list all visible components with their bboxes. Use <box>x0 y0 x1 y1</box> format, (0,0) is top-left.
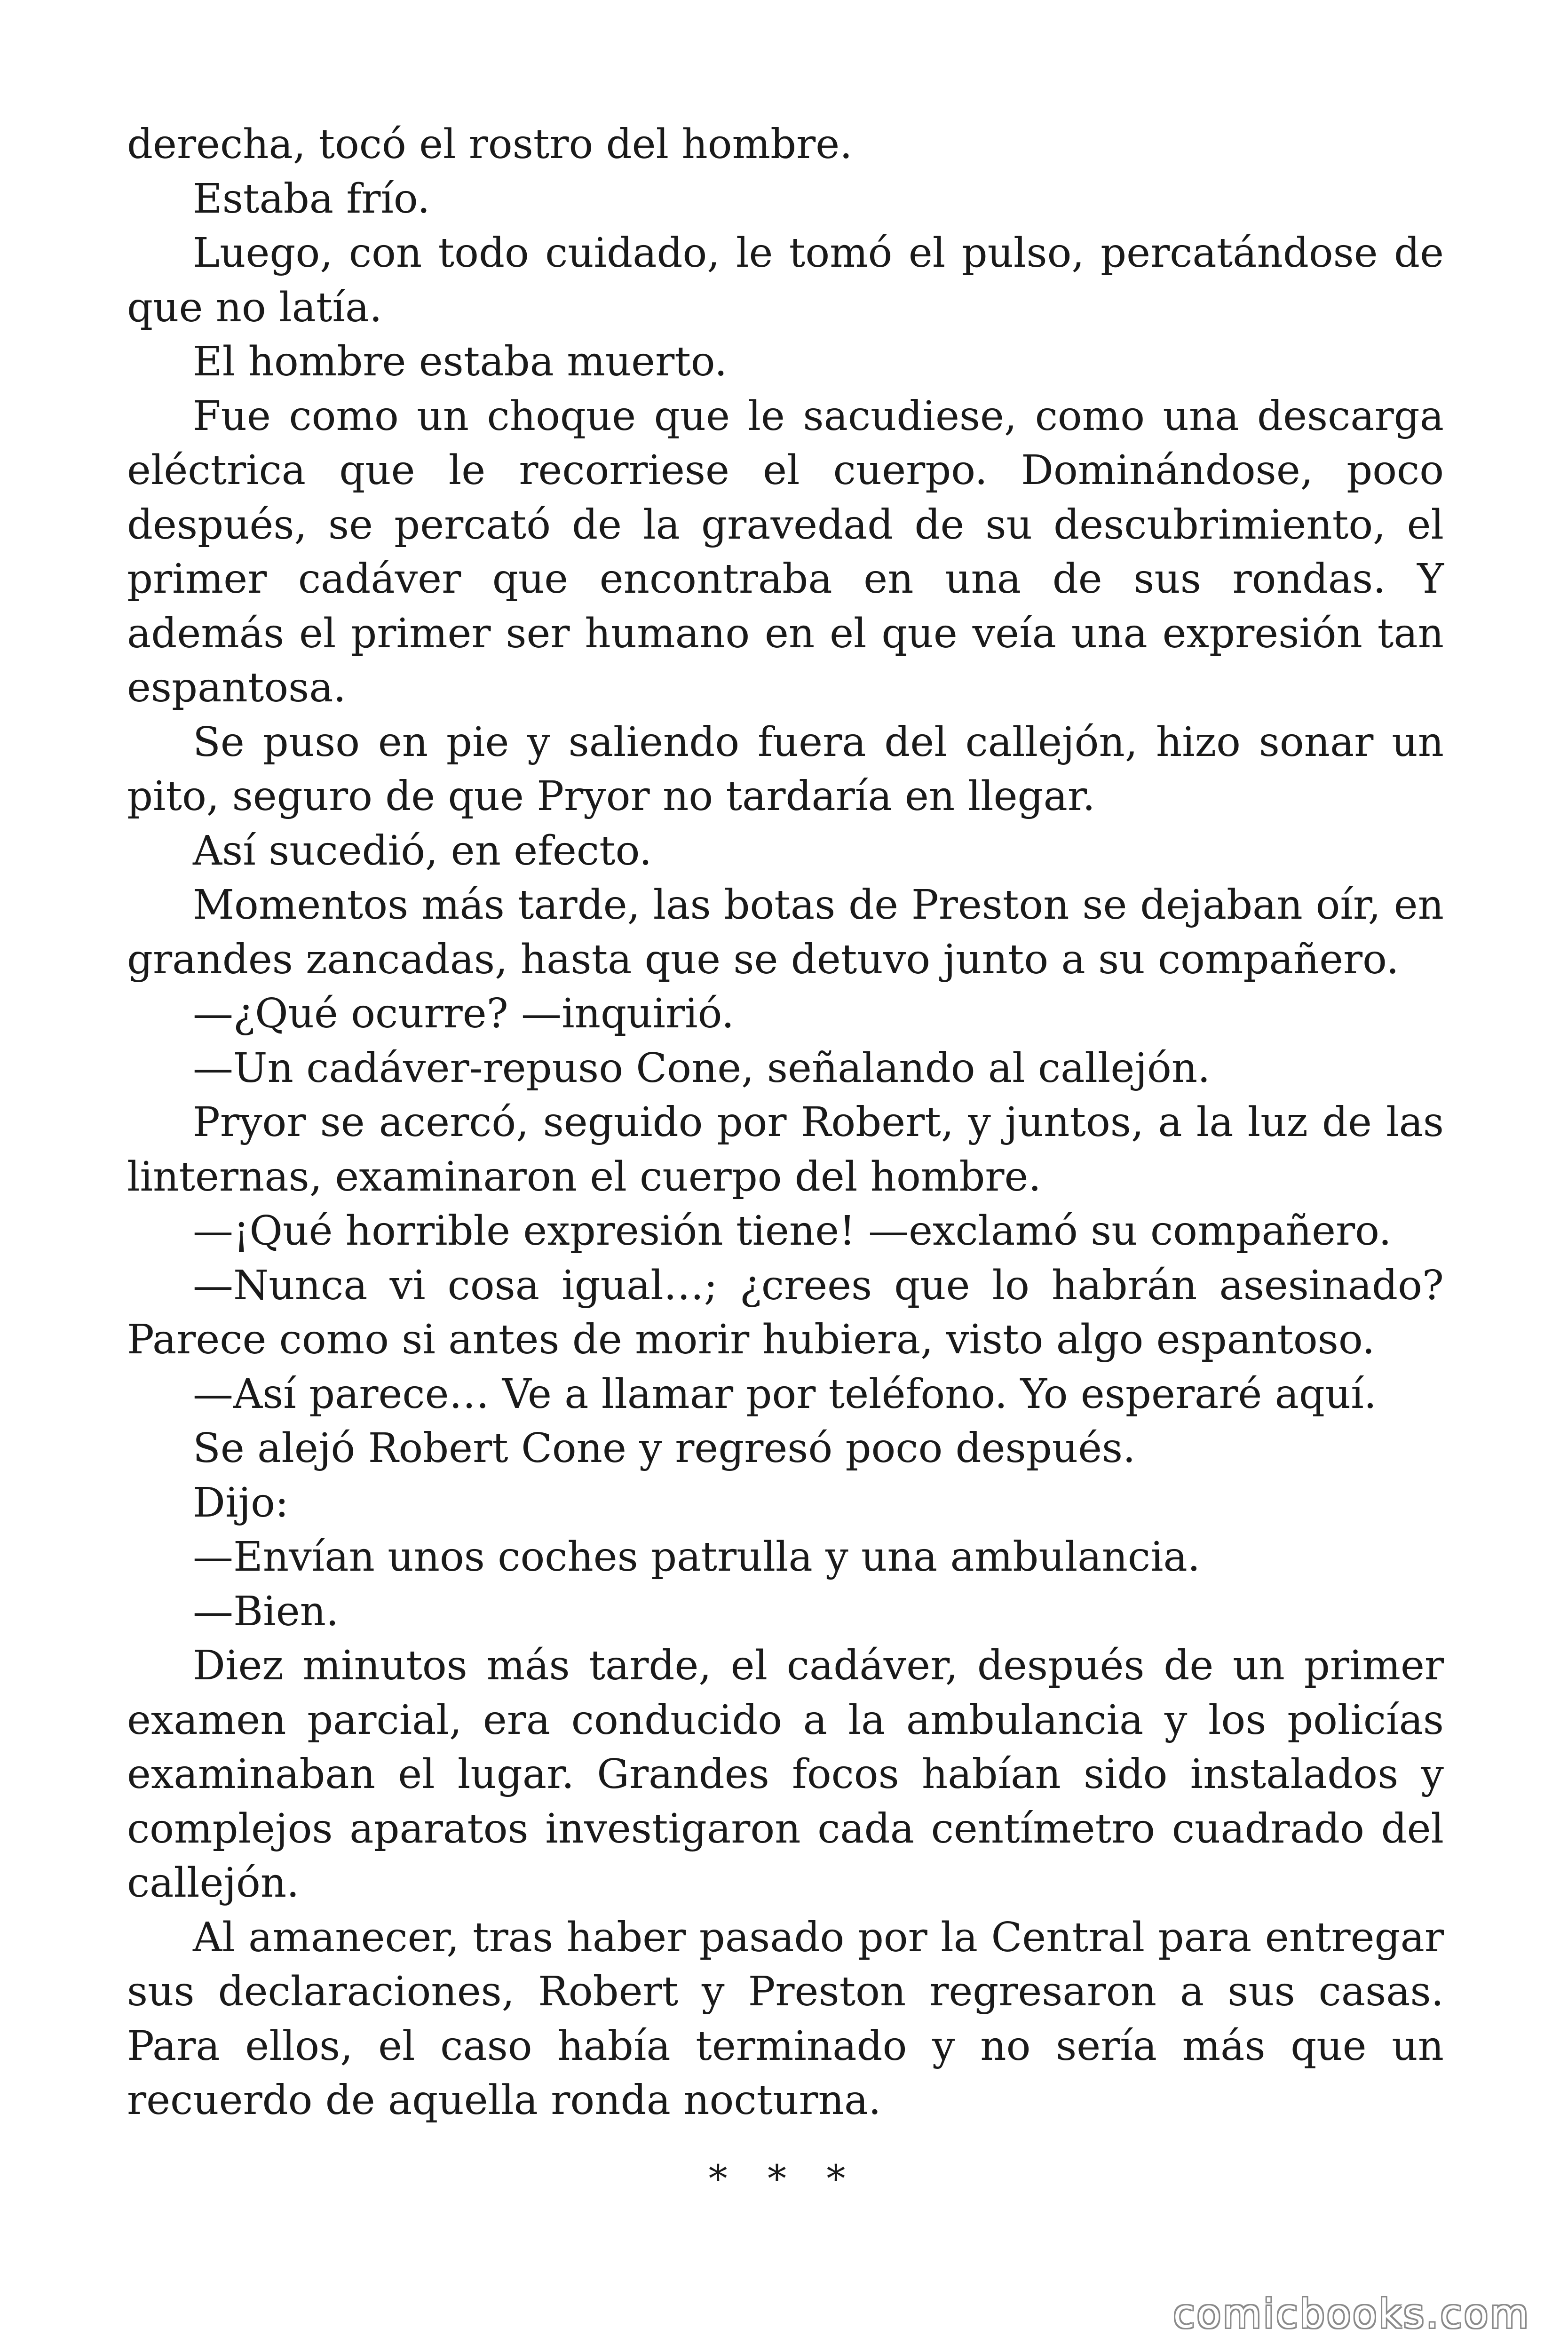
paragraph-1: Estaba frío. <box>193 175 430 222</box>
page-body <box>127 118 1444 2128</box>
paragraph-18: Diez minutos más tarde, el cadáver, después de un primer examen parcial, era conducido a la ambulancia y los policías examinaban el lugar. Grandes focos habían sido instalados y complejos aparatos investigaron cada centímetro cuadrado del callejón. <box>127 1642 1444 1907</box>
paragraph-12: —Nunca vi cosa igual…; ¿crees que lo habrán asesinado? Parece como si antes de morir hubiera, visto algo espantoso. <box>127 1262 1444 1363</box>
paragraph-7: Momentos más tarde, las botas de Preston se dejaban oír, en grandes zancadas, hasta que se detuvo junto a su compañero. <box>127 882 1444 983</box>
paragraph-11: —¡Qué horrible expresión tiene! —exclamó su compañero. <box>193 1208 1392 1255</box>
paragraph-6: Así sucedió, en efecto. <box>193 827 652 874</box>
paragraph-5: Se puso en pie y saliendo fuera del callejón, hizo sonar un pito, seguro de que Pryor no tardaría en llegar. <box>127 718 1444 820</box>
paragraph-13: —Así parece… Ve a llamar por teléfono. Yo esperaré aquí. <box>193 1370 1377 1418</box>
paragraph-16: —Envían unos coches patrulla y una ambulancia. <box>193 1534 1201 1581</box>
continued-line: derecha, tocó el rostro del hombre. <box>127 121 853 168</box>
paragraph-10: Pryor se acercó, seguido por Robert, y juntos, a la luz de las linternas, examinaron el cuerpo del hombre. <box>127 1099 1444 1200</box>
paragraph-8: —¿Qué ocurre? —inquirió. <box>193 990 735 1037</box>
section-separator: * * * <box>708 2157 860 2201</box>
paragraph-9: —Un cadáver-repuso Cone, señalando al callejón. <box>193 1044 1211 1092</box>
paragraph-2: Luego, con todo cuidado, le tomó el pulso, percatándose de que no latía. <box>127 230 1444 331</box>
paragraph-17: —Bien. <box>193 1588 339 1635</box>
paragraph-3: El hombre estaba muerto. <box>193 338 728 385</box>
paragraph-4: Fue como un choque que le sacudiese, como una descarga eléctrica que le recorriese el cuerpo. Dominándose, poco después, se percató de la gravedad de su descubrimiento, el primer cadáver que encontraba en una de sus rondas. Y además el primer ser humano en el que veía una expresión tan espantosa. <box>127 392 1444 711</box>
paragraph-15: Dijo: <box>193 1479 289 1526</box>
paragraph-19: Al amanecer, tras haber pasado por la Central para entregar sus declaraciones, Robert y Preston regresaron a sus casas. Para ellos, el caso había terminado y no sería más que un recuerdo de aquella ronda nocturna. <box>127 1914 1444 2124</box>
watermark-logo: comicbooks.com <box>1173 2291 1530 2337</box>
paragraph-14: Se alejó Robert Cone y regresó poco después. <box>193 1425 1136 1472</box>
